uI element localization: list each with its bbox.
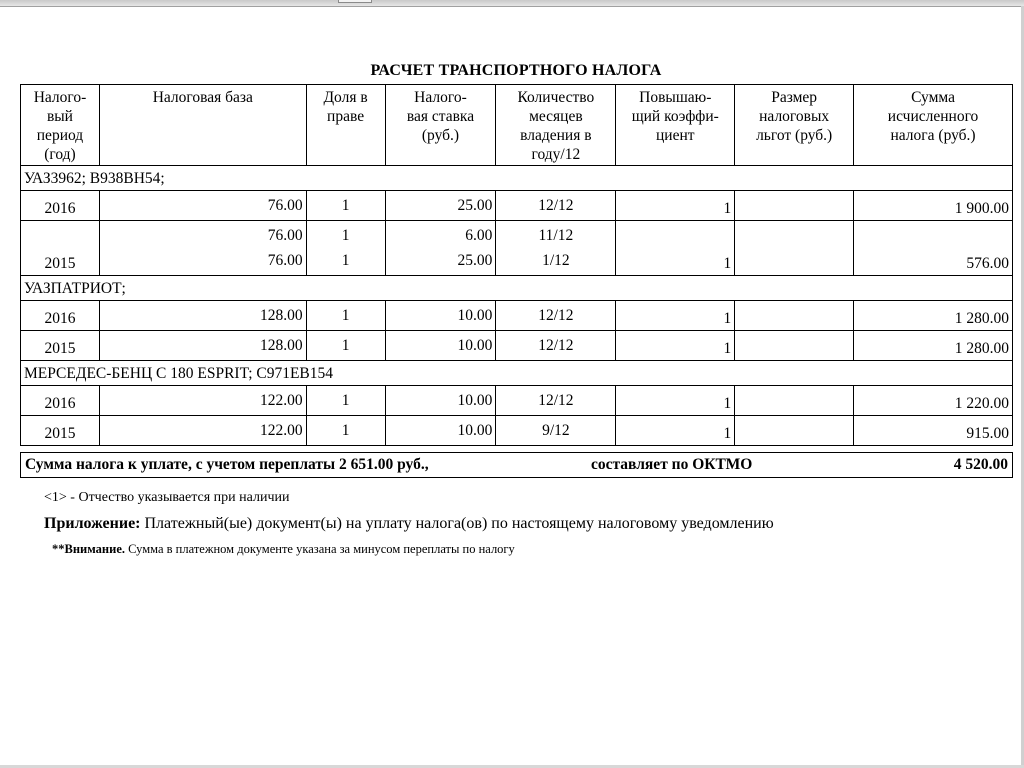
col-header-line: вая ставка bbox=[406, 108, 475, 125]
window-tab-handle[interactable] bbox=[338, 0, 372, 3]
col-header-line: вый bbox=[46, 108, 73, 125]
document-title: РАСЧЕТ ТРАНСПОРТНОГО НАЛОГА bbox=[370, 62, 662, 79]
warning-label: **Внимание. bbox=[52, 542, 125, 556]
cell-rate-line: 10.00 bbox=[457, 422, 493, 439]
col-header-benefit bbox=[735, 85, 854, 166]
cell-share-line: 1 bbox=[341, 227, 350, 244]
col-header-line: Доля в bbox=[323, 89, 368, 106]
cell-rate-line: 6.00 bbox=[465, 227, 493, 244]
cell-share bbox=[306, 221, 385, 276]
col-header-line: Налого- bbox=[414, 89, 467, 106]
table-row bbox=[21, 301, 1013, 331]
cell-months-line: 1/12 bbox=[542, 252, 570, 269]
cell-share-line: 1 bbox=[341, 307, 350, 324]
col-header-line: льгот (руб.) bbox=[756, 127, 833, 144]
cell-months bbox=[496, 331, 616, 361]
cell-share bbox=[306, 386, 385, 416]
cell-coef: 1 bbox=[616, 416, 735, 446]
cell-base-line: 76.00 bbox=[267, 197, 303, 214]
cell-share bbox=[306, 331, 385, 361]
col-header-line: Размер bbox=[771, 89, 818, 106]
cell-rate bbox=[385, 301, 496, 331]
cell-base-line: 76.00 bbox=[267, 252, 303, 269]
cell-share-line: 1 bbox=[341, 422, 350, 439]
cell-months-line: 12/12 bbox=[538, 307, 574, 324]
cell-share bbox=[306, 301, 385, 331]
cell-coef: 1 bbox=[616, 191, 735, 221]
col-header-months bbox=[496, 85, 616, 166]
cell-rate bbox=[385, 386, 496, 416]
table-header-row bbox=[21, 85, 1013, 166]
col-header-line: щий коэффи- bbox=[631, 108, 719, 125]
col-header-rate bbox=[385, 85, 496, 166]
cell-share-line: 1 bbox=[341, 197, 350, 214]
cell-base-line: 76.00 bbox=[267, 227, 303, 244]
vehicle-group-row bbox=[21, 166, 1013, 191]
cell-sum: 1 280.00 bbox=[854, 331, 1013, 361]
cell-rate-line: 10.00 bbox=[457, 307, 493, 324]
cell-sum: 576.00 bbox=[854, 221, 1013, 276]
cell-rate bbox=[385, 416, 496, 446]
cell-months bbox=[496, 416, 616, 446]
cell-coef: 1 bbox=[616, 221, 735, 276]
summary-amount: 4 520.00 bbox=[953, 456, 1008, 473]
cell-share bbox=[306, 416, 385, 446]
tax-summary-box bbox=[20, 452, 1013, 478]
cell-months-line: 12/12 bbox=[538, 337, 574, 354]
cell-share-line: 1 bbox=[341, 252, 350, 269]
cell-base bbox=[99, 386, 306, 416]
vehicle-name: УАЗ3962; В938ВН54; bbox=[21, 166, 1013, 191]
cell-months-line: 12/12 bbox=[538, 197, 574, 214]
cell-year: 2015 bbox=[21, 221, 100, 276]
cell-share-line: 1 bbox=[341, 337, 350, 354]
cell-base bbox=[99, 416, 306, 446]
attachment-note bbox=[44, 515, 774, 533]
cell-rate-line: 10.00 bbox=[457, 337, 493, 354]
cell-months-line: 11/12 bbox=[538, 227, 574, 244]
col-header-line: праве bbox=[327, 108, 365, 125]
col-header-line: Повышаю- bbox=[639, 89, 712, 106]
cell-year: 2016 bbox=[21, 191, 100, 221]
footnote-patronymic: <1> - Отчество указывается при наличии bbox=[44, 490, 290, 505]
cell-sum: 1 900.00 bbox=[854, 191, 1013, 221]
attachment-text: Платежный(ые) документ(ы) на уплату налога(ов) по настоящему налоговому уведомлению bbox=[140, 515, 774, 532]
col-header-line: период bbox=[36, 127, 84, 144]
warning-text: Сумма в платежном документе указана за минусом переплаты по налогу bbox=[125, 542, 515, 556]
cell-months-line: 9/12 bbox=[542, 422, 570, 439]
col-header-line: Сумма bbox=[911, 89, 955, 106]
warning-note bbox=[52, 542, 515, 557]
vehicle-name: МЕРСЕДЕС-БЕНЦ C 180 ESPRIT; С971ЕВ154 bbox=[21, 361, 1013, 386]
cell-rate-line: 25.00 bbox=[457, 252, 493, 269]
col-header-line: налоговых bbox=[759, 108, 830, 125]
col-header-line: (руб.) bbox=[421, 127, 460, 144]
col-header-line: Количество bbox=[517, 89, 595, 106]
cell-benefit bbox=[735, 221, 854, 276]
cell-year: 2015 bbox=[21, 416, 100, 446]
vehicle-group-row bbox=[21, 276, 1013, 301]
cell-coef: 1 bbox=[616, 331, 735, 361]
col-header-line: Налого- bbox=[33, 89, 87, 106]
vehicle-name: УАЗПАТРИОТ; bbox=[21, 276, 1013, 301]
cell-rate-line: 25.00 bbox=[457, 197, 493, 214]
col-header-base bbox=[99, 85, 306, 166]
col-header-line: исчисленного bbox=[887, 108, 979, 125]
cell-base-line: 128.00 bbox=[260, 307, 303, 324]
cell-year: 2015 bbox=[21, 331, 100, 361]
vehicle-group-row bbox=[21, 361, 1013, 386]
cell-year: 2016 bbox=[21, 386, 100, 416]
col-header-sum bbox=[854, 85, 1013, 166]
cell-year: 2016 bbox=[21, 301, 100, 331]
cell-sum: 915.00 bbox=[854, 416, 1013, 446]
cell-rate bbox=[385, 221, 496, 276]
cell-benefit bbox=[735, 301, 854, 331]
cell-benefit bbox=[735, 191, 854, 221]
col-header-line: (год) bbox=[44, 146, 76, 163]
table-row bbox=[21, 386, 1013, 416]
cell-rate bbox=[385, 191, 496, 221]
cell-base bbox=[99, 331, 306, 361]
col-header-line: владения в bbox=[520, 127, 592, 144]
cell-benefit bbox=[735, 386, 854, 416]
cell-months bbox=[496, 386, 616, 416]
cell-benefit bbox=[735, 331, 854, 361]
tax-calculation-table bbox=[20, 84, 1013, 446]
cell-months bbox=[496, 301, 616, 331]
cell-coef: 1 bbox=[616, 301, 735, 331]
cell-coef: 1 bbox=[616, 386, 735, 416]
table-row bbox=[21, 221, 1013, 276]
cell-base-line: 122.00 bbox=[260, 392, 303, 409]
summary-text: Сумма налога к уплате, с учетом переплаты 2 651.00 руб., bbox=[25, 456, 429, 473]
col-header-line: циент bbox=[655, 127, 695, 144]
cell-share-line: 1 bbox=[341, 392, 350, 409]
col-header-line: налога (руб.) bbox=[890, 127, 976, 144]
cell-share bbox=[306, 191, 385, 221]
col-header-period bbox=[21, 85, 100, 166]
cell-base bbox=[99, 301, 306, 331]
col-header-line: месяцев bbox=[529, 108, 583, 125]
window-top-bar bbox=[0, 0, 1024, 7]
cell-sum: 1 220.00 bbox=[854, 386, 1013, 416]
cell-months bbox=[496, 221, 616, 276]
col-header-share bbox=[306, 85, 385, 166]
cell-benefit bbox=[735, 416, 854, 446]
cell-months-line: 12/12 bbox=[538, 392, 574, 409]
col-header-line: Налоговая база bbox=[152, 89, 253, 106]
cell-base bbox=[99, 191, 306, 221]
col-header-line: году/12 bbox=[531, 146, 581, 163]
table-row bbox=[21, 331, 1013, 361]
cell-base-line: 122.00 bbox=[260, 422, 303, 439]
cell-sum: 1 280.00 bbox=[854, 301, 1013, 331]
cell-months bbox=[496, 191, 616, 221]
summary-oktmo-label: составляет по ОКТМО bbox=[591, 456, 753, 473]
table-row bbox=[21, 416, 1013, 446]
cell-rate bbox=[385, 331, 496, 361]
col-header-coef bbox=[616, 85, 735, 166]
table-row bbox=[21, 191, 1013, 221]
cell-base bbox=[99, 221, 306, 276]
cell-base-line: 128.00 bbox=[260, 337, 303, 354]
attachment-label: Приложение: bbox=[44, 515, 141, 532]
cell-rate-line: 10.00 bbox=[457, 392, 493, 409]
